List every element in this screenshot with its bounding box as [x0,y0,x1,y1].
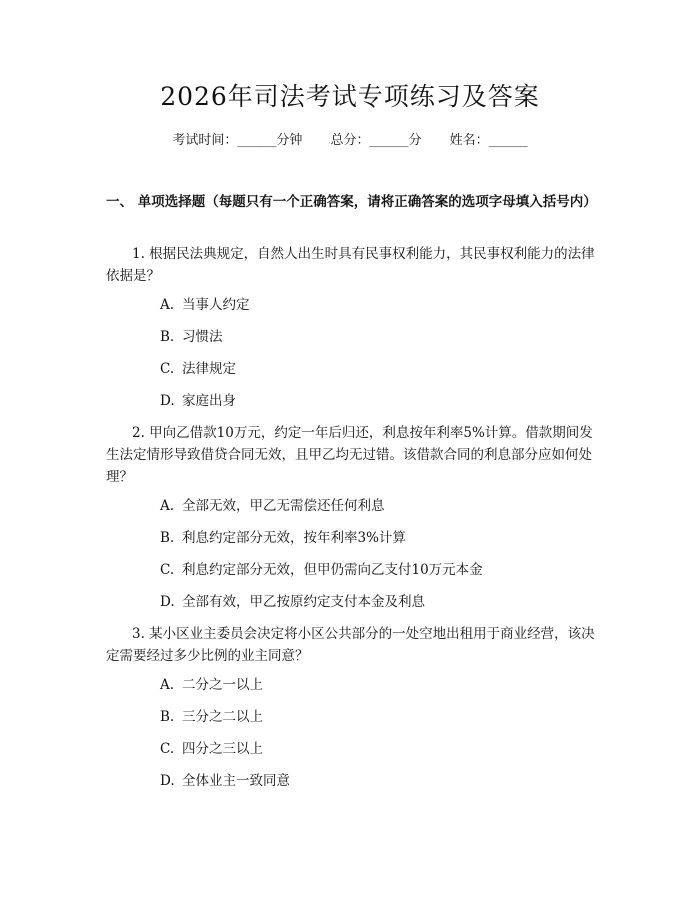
option-letter: A. [160,677,175,693]
option-letter: A. [160,297,175,313]
option-text: 法律规定 [182,361,236,377]
option-letter: B. [160,329,175,345]
option-text: 四分之三以上 [182,741,263,757]
question-stem: 1. 根据民法典规定，自然人出生时具有民事权利能力，其民事权利能力的法律依据是？ [106,246,595,284]
answer-option [160,592,425,612]
option-text: 二分之一以上 [182,677,263,693]
question-stem: 2. 甲向乙借款10万元，约定一年后归还，利息按年利率5%计算。借款期间发生法定情形导致借贷合同无效，且甲乙均无过错。该借款合同的利息部分应如何处理？ [106,425,593,485]
answer-option [160,528,406,548]
answer-option [160,739,263,759]
option-letter: C. [160,562,175,578]
option-text: 习惯法 [182,329,223,345]
option-text: 全体业主一致同意 [182,773,290,789]
answer-option [160,496,385,516]
option-letter: B. [160,709,175,725]
option-letter: C. [160,361,175,377]
option-letter: D. [160,773,175,789]
exam-time-field: 考试时间：______分钟 [172,133,303,148]
option-letter: C. [160,741,175,757]
section-heading: 一、 单项选择题（每题只有一个正确答案，请将正确答案的选项字母填入括号内） [106,194,597,210]
answer-option [160,359,236,379]
answer-option [160,560,483,580]
option-text: 利息约定部分无效，按年利率3%计算 [182,530,406,546]
answer-option [160,295,250,315]
answer-option [160,707,263,727]
answer-option [160,391,236,411]
name-field: 姓名：______ [449,133,528,148]
answer-option [160,327,223,347]
answer-option [160,771,290,791]
option-text: 家庭出身 [182,393,236,409]
question-stem: 3. 某小区业主委员会决定将小区公共部分的一处空地出租用于商业经营，该决定需要经过多少比例的业主同意？ [106,626,595,664]
option-text: 当事人约定 [182,297,250,313]
option-letter: A. [160,498,175,514]
option-letter: D. [160,594,175,610]
option-text: 全部有效，甲乙按原约定支付本金及利息 [182,594,425,610]
option-letter: B. [160,530,175,546]
option-text: 利息约定部分无效，但甲仍需向乙支付10万元本金 [182,562,483,578]
page-title: 2026年司法考试专项练习及答案 [160,82,540,111]
total-score-field: 总分：______分 [330,133,422,148]
option-letter: D. [160,393,175,409]
answer-option [160,675,263,695]
option-text: 三分之二以上 [182,709,263,725]
option-text: 全部无效，甲乙无需偿还任何利息 [182,498,385,514]
exam-meta-line [0,131,700,151]
